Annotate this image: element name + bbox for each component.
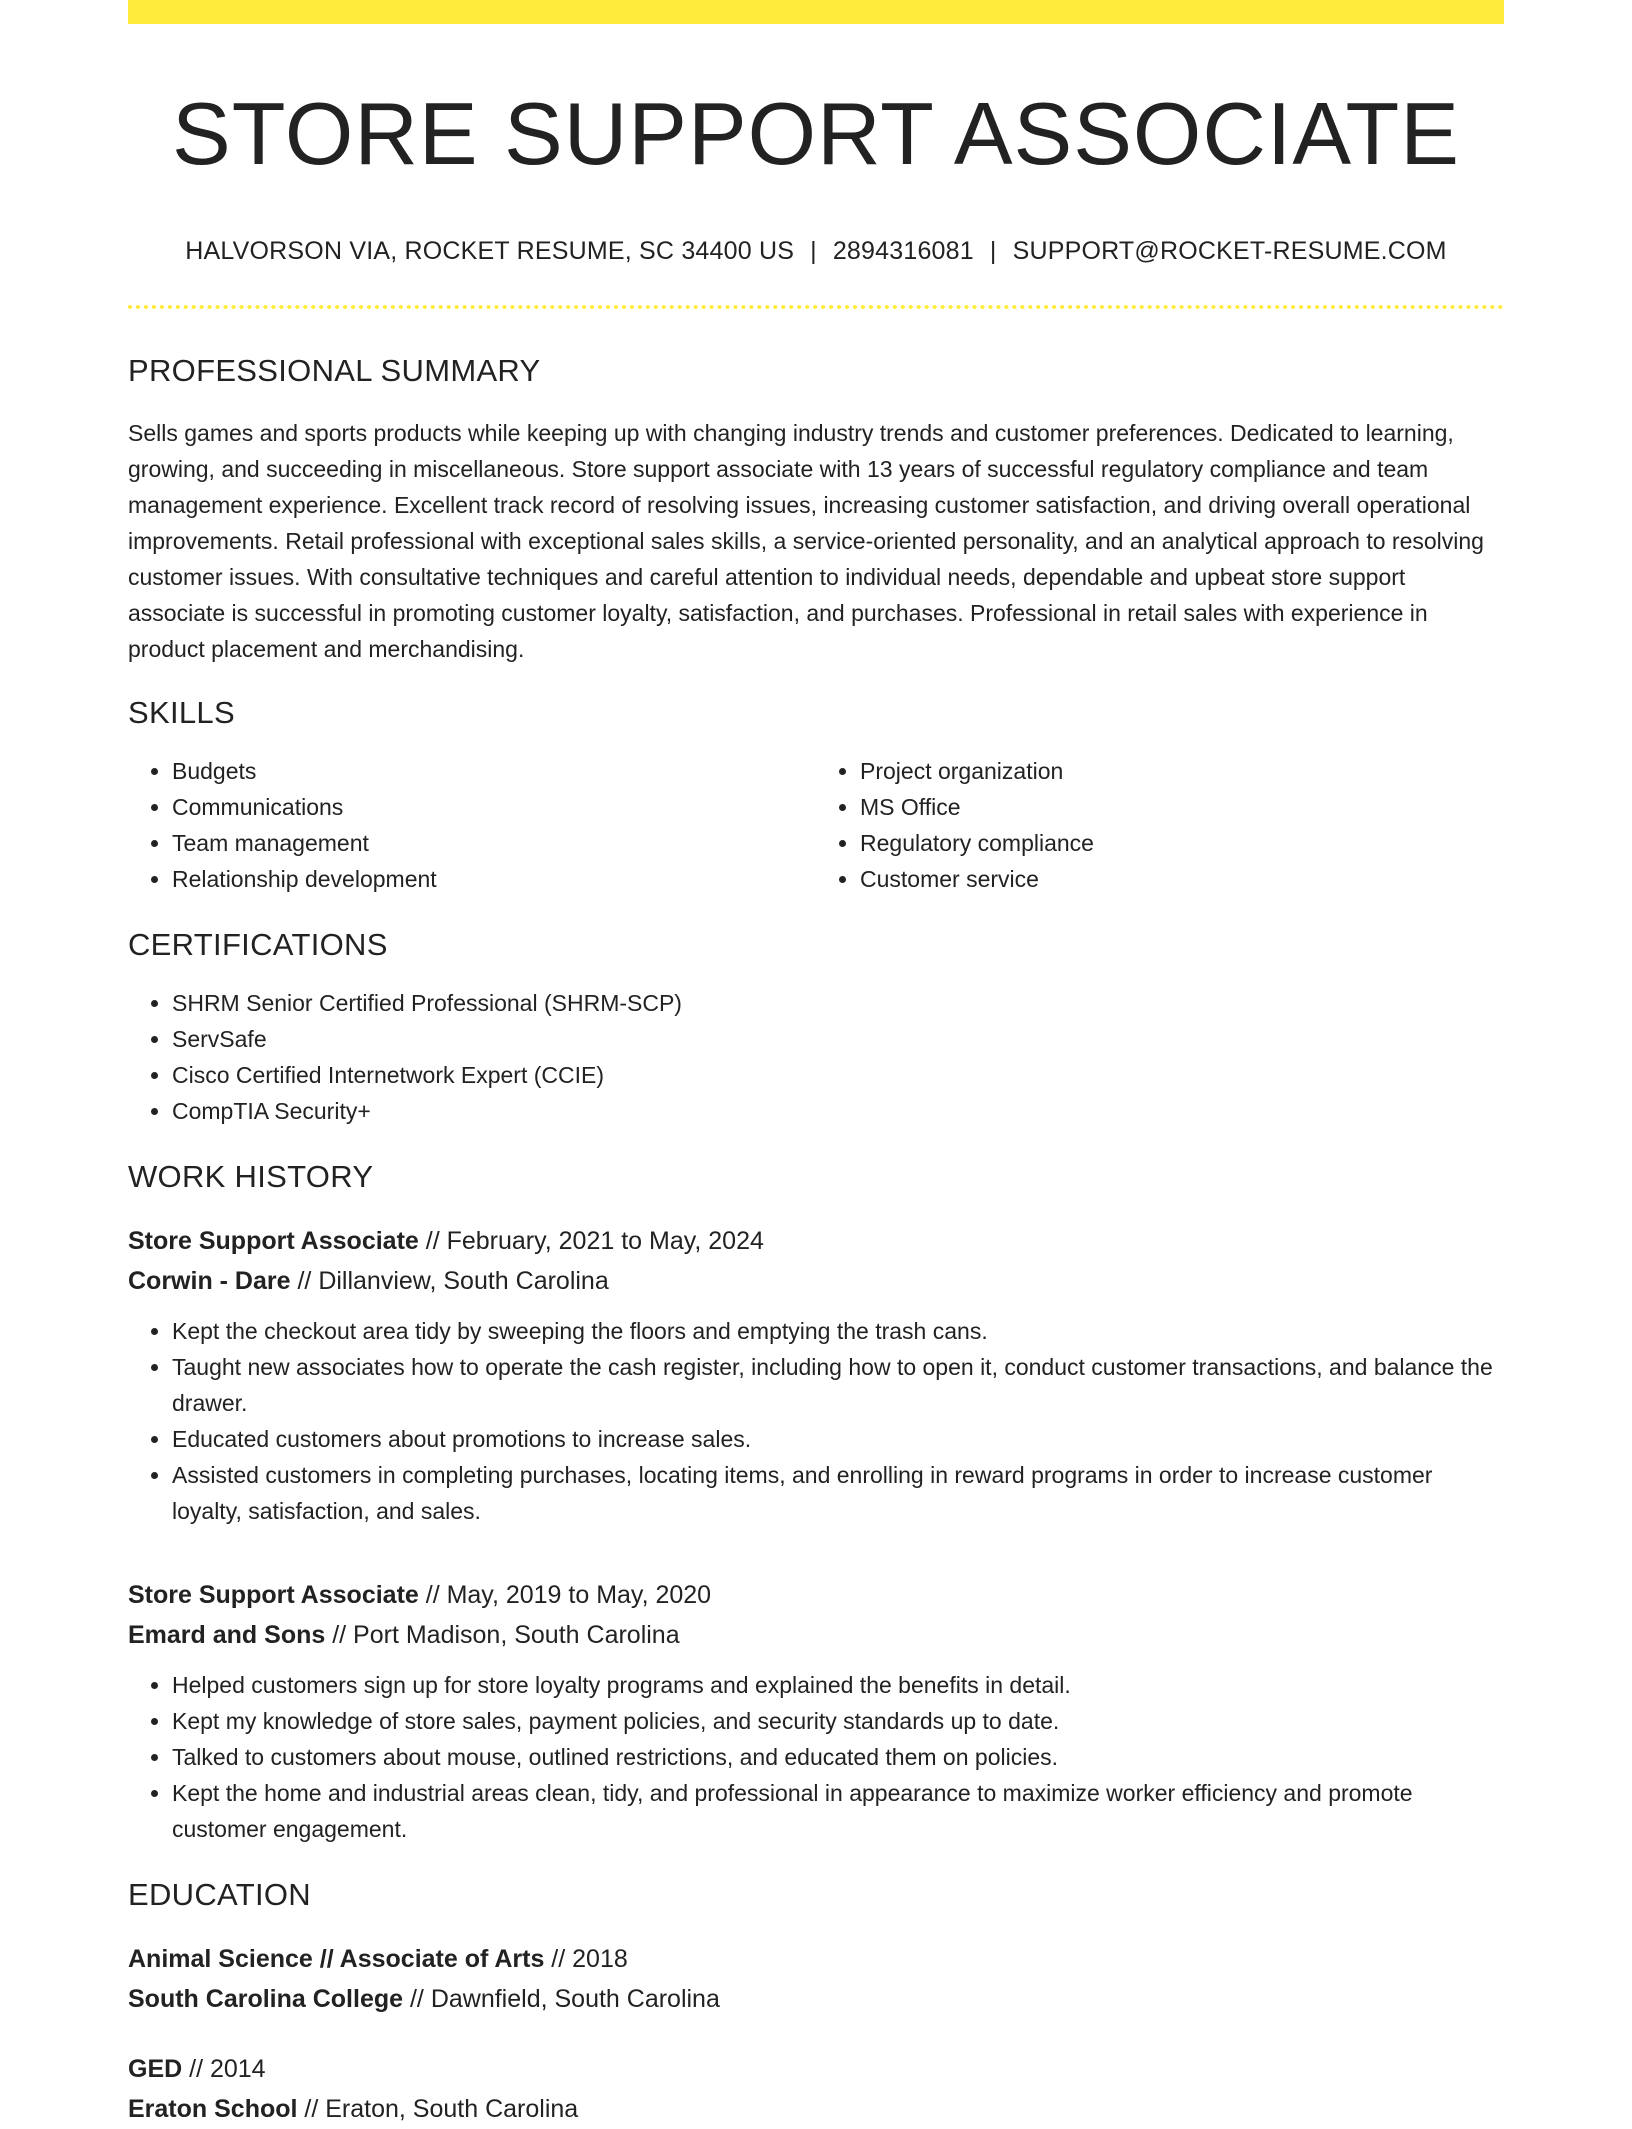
education-year: // 2014 — [182, 2054, 266, 2083]
certification-item: • SHRM Senior Certified Professional (SHRM-SCP) — [172, 985, 1504, 1021]
job-dates: // May, 2019 to May, 2020 — [418, 1580, 712, 1609]
education-degree-line — [128, 2049, 1504, 2089]
job-bullet: • Kept the checkout area tidy by sweeping the floors and emptying the trash cans. — [172, 1313, 1504, 1349]
job-bullet: • Taught new associates how to operate the cash register, including how to open it, conduct customer transactions, and balance the drawer. — [172, 1349, 1504, 1421]
summary-section — [128, 353, 1504, 667]
job-bullet: • Kept the home and industrial areas clean, tidy, and professional in appearance to maximize worker efficiency and promote customer engagement. — [172, 1775, 1504, 1847]
education-location: // Eraton, South Carolina — [297, 2094, 579, 2123]
job-company-line — [128, 1615, 1504, 1655]
resume-page — [128, 0, 1504, 2129]
skill-item: • Project organization — [860, 753, 1504, 789]
certifications-section — [128, 927, 1504, 1129]
top-accent-bar — [128, 0, 1504, 24]
job-bullets — [128, 1313, 1504, 1529]
job-title: Store Support Associate — [128, 1226, 419, 1255]
education-section — [128, 1877, 1504, 2129]
job-title-line — [128, 1575, 1504, 1615]
skills-columns — [128, 753, 1504, 897]
skill-item: • Team management — [172, 825, 816, 861]
skills-heading: SKILLS — [128, 694, 235, 730]
education-school: South Carolina College — [128, 1984, 404, 2013]
education-school-line — [128, 1979, 1504, 2019]
education-degree: Animal Science // Associate of Arts — [128, 1944, 545, 1973]
work-history-section — [128, 1159, 1504, 1847]
job-bullets — [128, 1667, 1504, 1847]
skills-section — [128, 695, 1504, 897]
job-title-line — [128, 1221, 1504, 1261]
job-location: // Dillanview, South Carolina — [290, 1266, 609, 1295]
contact-separator: | — [810, 236, 817, 265]
summary-heading: PROFESSIONAL SUMMARY — [128, 352, 541, 388]
job-bullet: • Kept my knowledge of store sales, payment policies, and security standards up to date. — [172, 1703, 1504, 1739]
education-year: // 2018 — [544, 1944, 628, 1973]
job-bullet: • Educated customers about promotions to increase sales. — [172, 1421, 1504, 1457]
contact-address: HALVORSON VIA, ROCKET RESUME, SC 34400 US — [185, 236, 795, 265]
resume-name: STORE SUPPORT ASSOCIATE — [172, 84, 1460, 183]
skill-item: • MS Office — [860, 789, 1504, 825]
skill-item: • Customer service — [860, 861, 1504, 897]
job-entry — [128, 1221, 1504, 1529]
job-company: Emard and Sons — [128, 1620, 326, 1649]
education-school-line — [128, 2089, 1504, 2129]
skill-item: • Budgets — [172, 753, 816, 789]
certification-item: • CompTIA Security+ — [172, 1093, 1504, 1129]
job-bullet: • Assisted customers in completing purchases, locating items, and enrolling in reward programs in order to increase customer loyalty, satisfaction, and sales. — [172, 1457, 1504, 1529]
job-company: Corwin - Dare — [128, 1266, 291, 1295]
skill-item: • Communications — [172, 789, 816, 825]
job-company-line — [128, 1261, 1504, 1301]
education-entry — [128, 2049, 1504, 2129]
work-history-heading: WORK HISTORY — [128, 1158, 374, 1194]
skill-item: • Regulatory compliance — [860, 825, 1504, 861]
header-divider — [128, 305, 1504, 309]
education-degree-line — [128, 1939, 1504, 1979]
certifications-heading: CERTIFICATIONS — [128, 926, 388, 962]
education-heading: EDUCATION — [128, 1876, 311, 1912]
skills-list-right — [816, 753, 1504, 897]
skills-list-left — [128, 753, 816, 897]
summary-text: Sells games and sports products while keeping up with changing industry trends and customer preferences. Dedicated to learning, growing, and succeeding in miscellaneous. Store support associate with 13 years of successful regulatory compliance and team management experience. Excellent track record of resolving issues, increasing customer satisfaction, and driving overall operational improvements. Retail professional with exceptional sales skills, a service-oriented personality, and an analytical approach to resolving customer issues. With consultative techniques and careful attention to individual needs, dependable and upbeat store support associate is successful in promoting customer loyalty, satisfaction, and purchases. Professional in retail sales with experience in product placement and merchandising. — [128, 419, 1484, 662]
education-entry — [128, 1939, 1504, 2019]
job-title: Store Support Associate — [128, 1580, 419, 1609]
education-degree: GED — [128, 2054, 183, 2083]
job-dates: // February, 2021 to May, 2024 — [418, 1226, 764, 1255]
education-location: // Dawnfield, South Carolina — [403, 1984, 720, 2013]
job-bullet: • Helped customers sign up for store loyalty programs and explained the benefits in detail. — [172, 1667, 1504, 1703]
contact-email[interactable]: SUPPORT@ROCKET-RESUME.COM — [1012, 236, 1447, 265]
job-location: // Port Madison, South Carolina — [325, 1620, 680, 1649]
certifications-list — [128, 985, 1504, 1129]
job-entry — [128, 1575, 1504, 1847]
contact-line — [128, 237, 1504, 266]
skill-item: • Relationship development — [172, 861, 816, 897]
contact-separator: | — [989, 236, 997, 265]
certification-item: • Cisco Certified Internetwork Expert (CCIE) — [172, 1057, 1504, 1093]
contact-phone[interactable]: 2894316081 — [832, 236, 974, 265]
certification-item: • ServSafe — [172, 1021, 1504, 1057]
education-school: Eraton School — [128, 2094, 298, 2123]
job-bullet: • Talked to customers about mouse, outlined restrictions, and educated them on policies. — [172, 1739, 1504, 1775]
